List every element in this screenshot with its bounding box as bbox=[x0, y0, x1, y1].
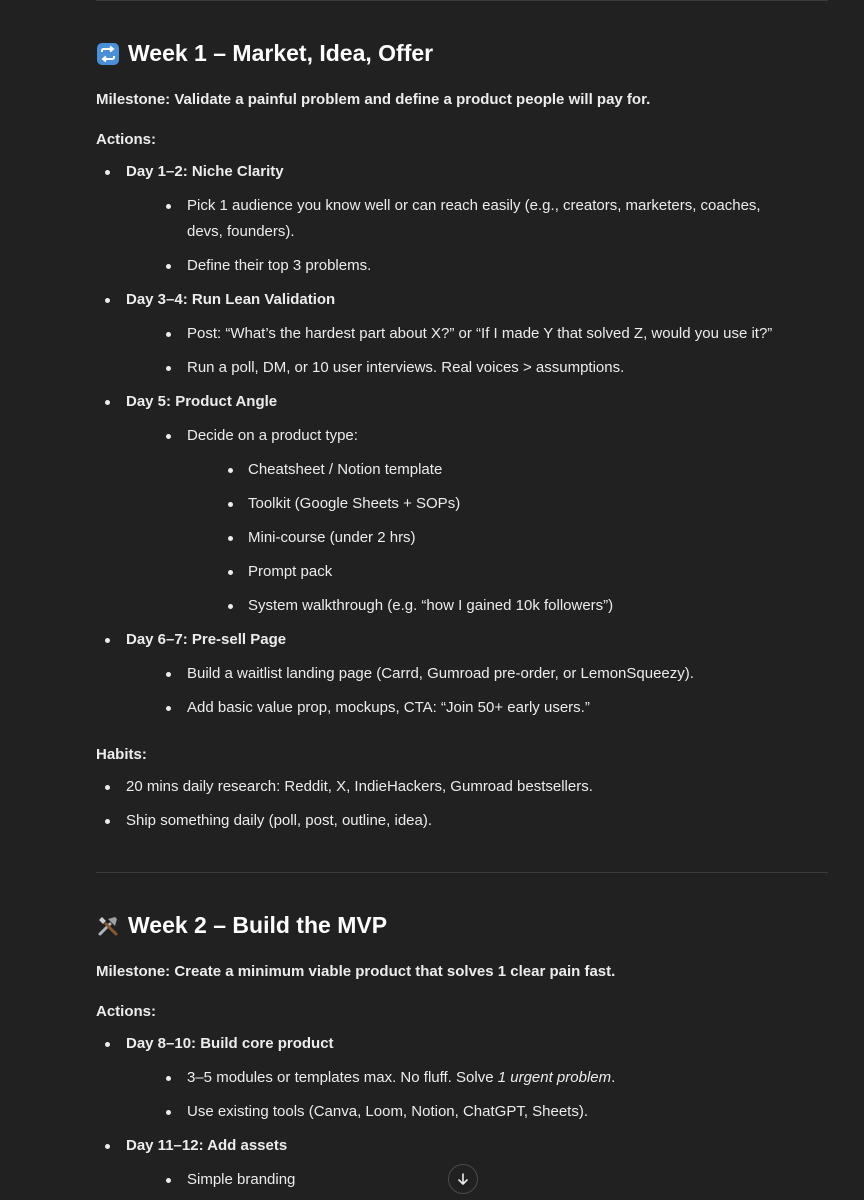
list-item: Post: “What’s the hardest part about X?” or “If I made Y that solved Z, would you use it?” bbox=[156, 321, 796, 347]
list-item: Build a waitlist landing page (Carrd, Gumroad pre-order, or LemonSqueezy). bbox=[156, 661, 796, 687]
list-item: Pick 1 audience you know well or can reach easily (e.g., creators, marketers, coaches, devs, founders). bbox=[156, 193, 796, 245]
week2-section bbox=[96, 912, 796, 940]
week1-milestone: Milestone: Validate a painful problem and define a product people will pay for. bbox=[96, 91, 651, 108]
week1-section bbox=[96, 40, 796, 68]
week1-habits-label: Habits: bbox=[96, 746, 147, 763]
week2-milestone: Milestone: Create a minimum viable product that solves 1 clear pain fast. bbox=[96, 963, 616, 980]
list-item: Mini-course (under 2 hrs) bbox=[218, 525, 796, 551]
list-item: Add basic value prop, mockups, CTA: “Join 50+ early users.” bbox=[156, 695, 796, 721]
day67-label: Day 6–7: Pre-sell Page bbox=[126, 631, 287, 648]
day810-label: Day 8–10: Build core product bbox=[126, 1035, 334, 1052]
list-item bbox=[156, 423, 796, 619]
tools-emoji-icon bbox=[96, 914, 120, 938]
week2-actions-list bbox=[96, 1031, 796, 1193]
day810-item1-suffix: . bbox=[611, 1069, 616, 1086]
week2-actions-label: Actions: bbox=[96, 1003, 156, 1020]
list-item: Cheatsheet / Notion template bbox=[218, 457, 796, 483]
list-item: Toolkit (Google Sheets + SOPs) bbox=[218, 491, 796, 517]
day34-label: Day 3–4: Run Lean Validation bbox=[126, 291, 336, 308]
list-item: Run a poll, DM, or 10 user interviews. Real voices > assumptions. bbox=[156, 355, 796, 381]
section-divider bbox=[96, 872, 828, 873]
week1-heading bbox=[96, 40, 796, 68]
week1-actions-label: Actions: bbox=[96, 131, 156, 148]
week2-title: Week 2 – Build the MVP bbox=[128, 912, 388, 938]
list-item: System walkthrough (e.g. “how I gained 10k followers”) bbox=[218, 593, 796, 619]
scroll-to-bottom-button[interactable] bbox=[448, 1164, 478, 1194]
list-item: Ship something daily (poll, post, outline, idea). bbox=[96, 808, 796, 834]
day1112-label: Day 11–12: Add assets bbox=[126, 1137, 288, 1154]
week1-actions-list bbox=[96, 159, 796, 721]
week2-heading bbox=[96, 912, 796, 940]
week1-habits-list bbox=[96, 774, 796, 834]
list-item bbox=[96, 627, 796, 721]
list-item: 20 mins daily research: Reddit, X, IndieHackers, Gumroad bestsellers. bbox=[96, 774, 796, 800]
list-item: Simple branding bbox=[156, 1167, 796, 1193]
day810-item1-prefix: 3–5 modules or templates max. No fluff. Solve bbox=[187, 1069, 498, 1086]
list-item bbox=[96, 1133, 796, 1193]
list-item bbox=[96, 1031, 796, 1125]
list-item bbox=[96, 287, 796, 381]
day5-label: Day 5: Product Angle bbox=[126, 393, 278, 410]
arrow-down-icon bbox=[456, 1172, 470, 1186]
top-divider bbox=[96, 0, 828, 1]
list-item bbox=[96, 389, 796, 619]
list-item bbox=[96, 159, 796, 279]
repeat-emoji-icon bbox=[96, 42, 120, 66]
list-item: Define their top 3 problems. bbox=[156, 253, 796, 279]
day12-label: Day 1–2: Niche Clarity bbox=[126, 163, 284, 180]
week1-title: Week 1 – Market, Idea, Offer bbox=[128, 40, 434, 66]
day5-decide: Decide on a product type: bbox=[187, 427, 358, 444]
list-item bbox=[156, 1065, 796, 1091]
list-item: Use existing tools (Canva, Loom, Notion, ChatGPT, Sheets). bbox=[156, 1099, 796, 1125]
list-item: Prompt pack bbox=[218, 559, 796, 585]
day810-item1-emphasis: 1 urgent problem bbox=[497, 1069, 612, 1086]
